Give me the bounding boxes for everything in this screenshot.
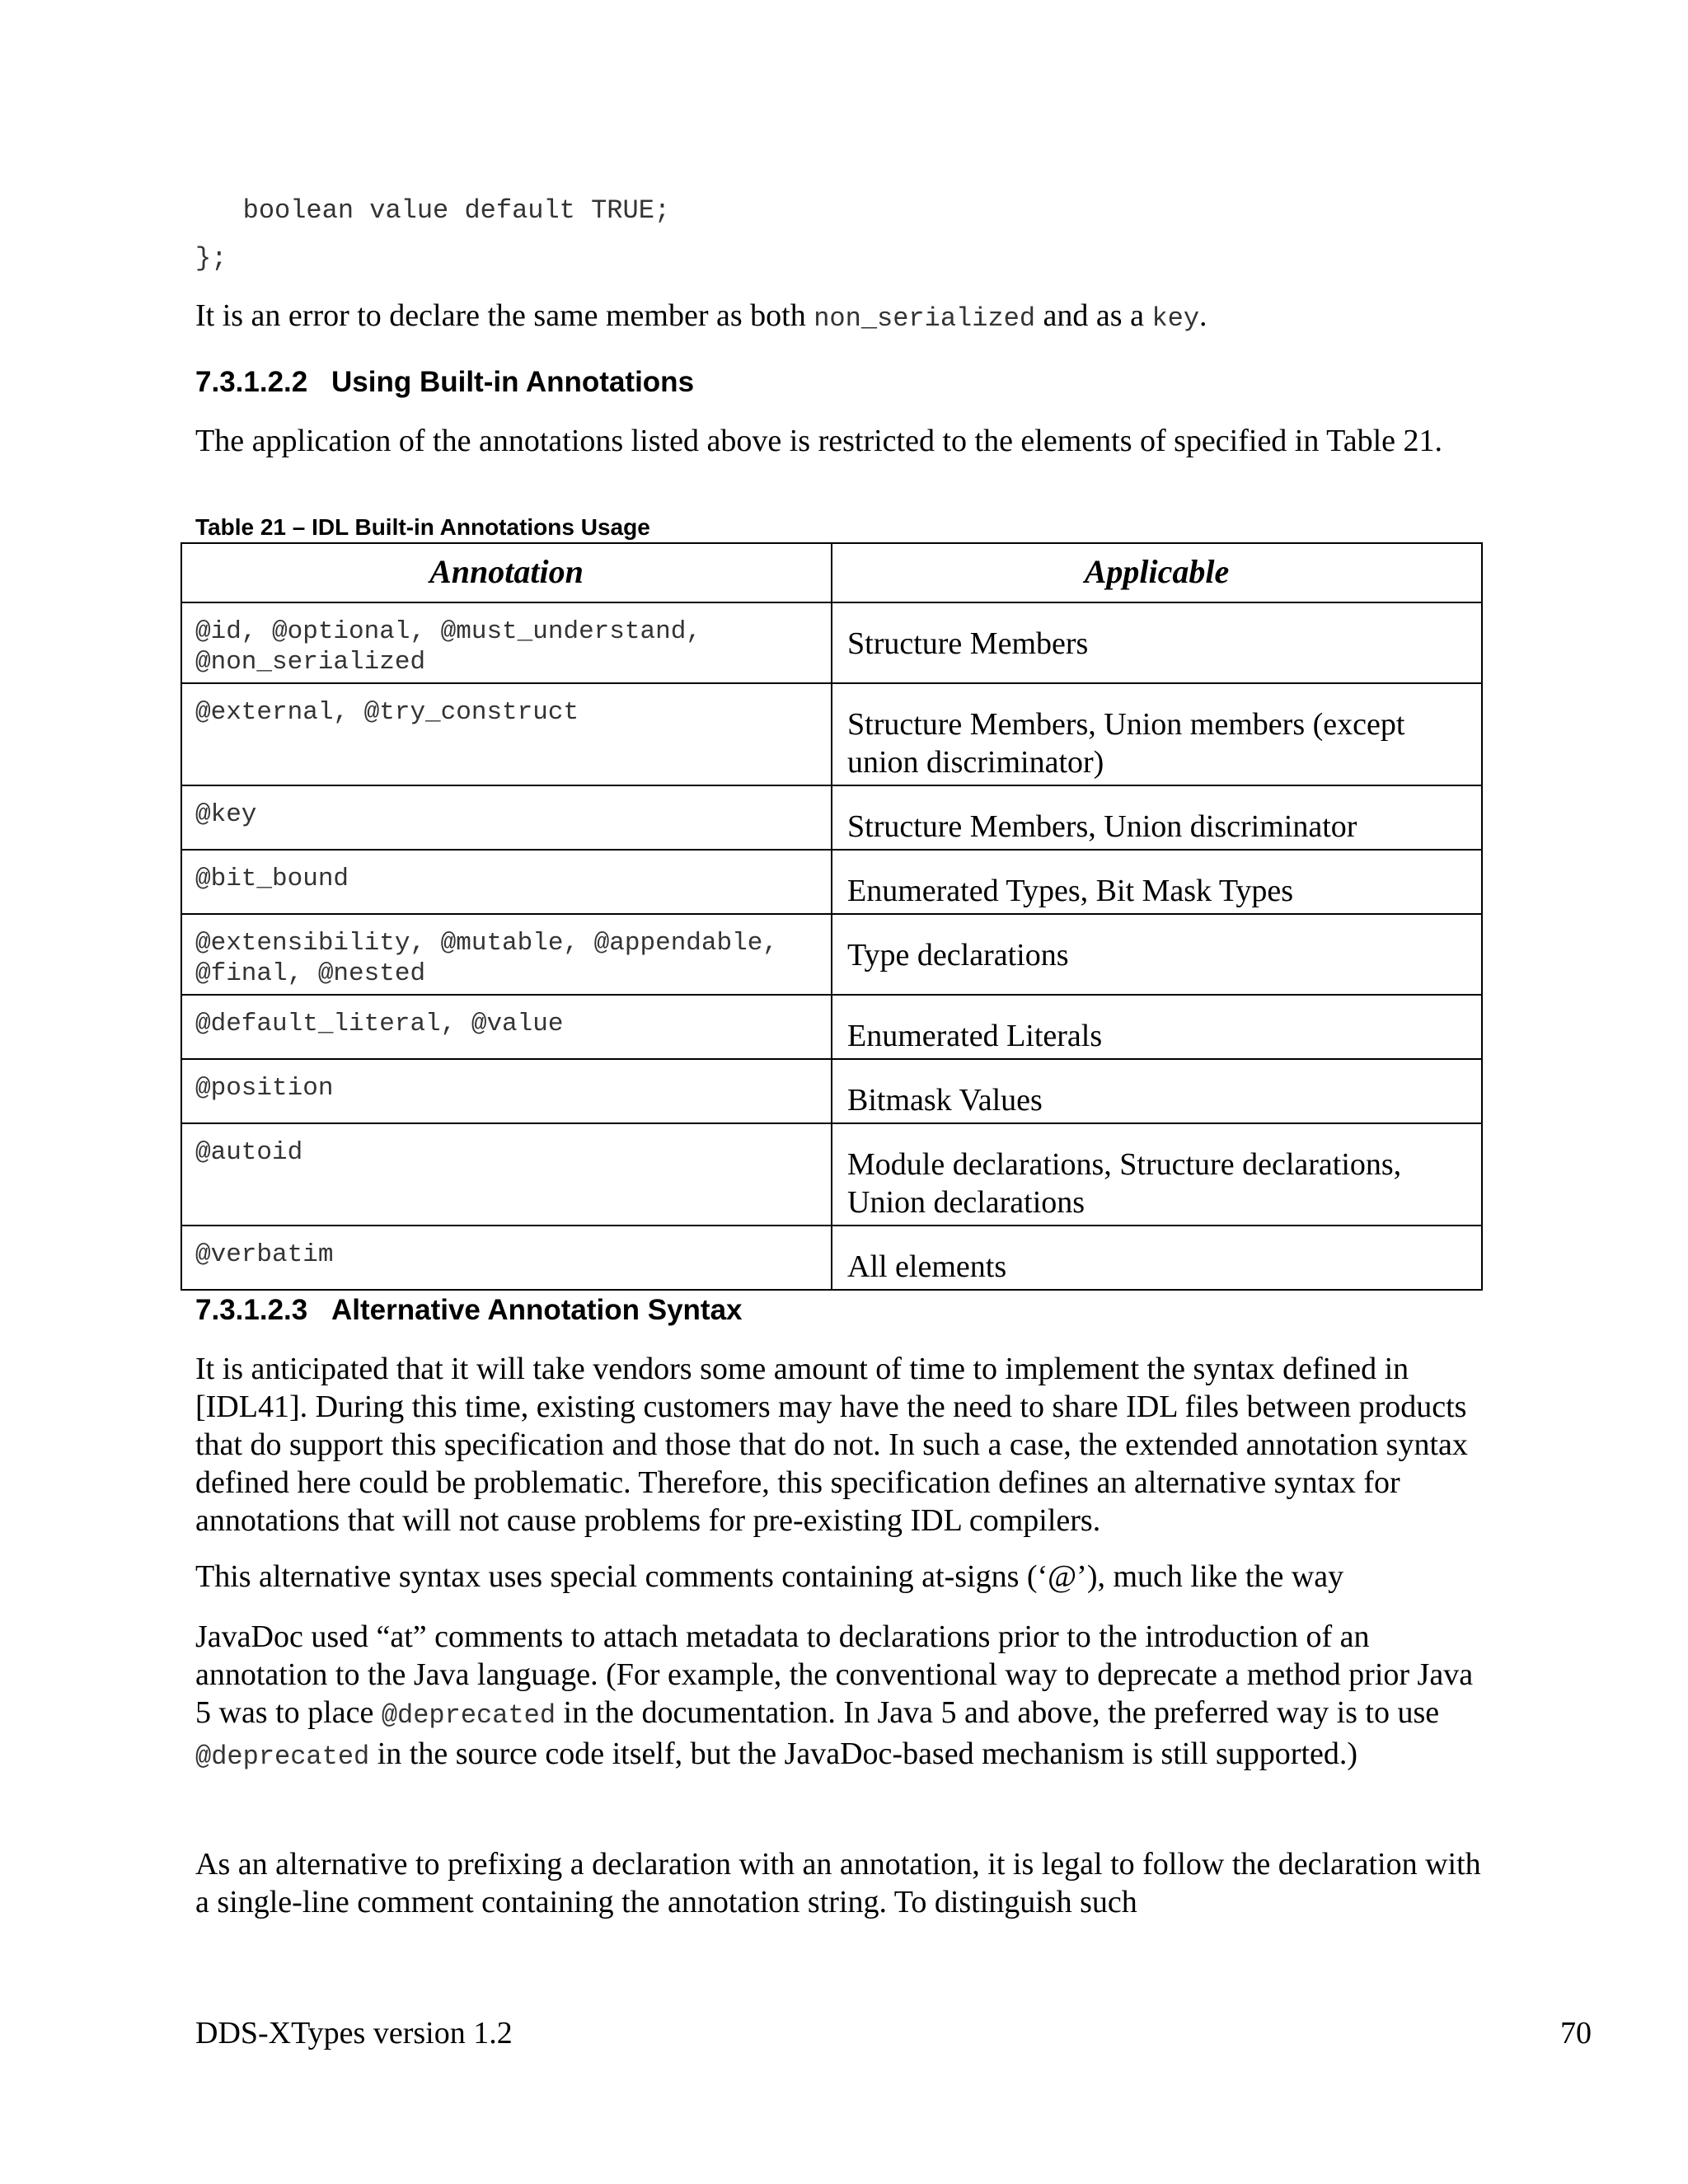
- footer-page-number: 70: [1560, 2016, 1592, 2050]
- table-row: [181, 914, 1482, 995]
- annotation-cell: @key: [181, 785, 832, 850]
- applicable-cell: Type declarations: [832, 914, 1482, 995]
- table-row: [181, 683, 1482, 785]
- table-row: [181, 785, 1482, 850]
- annotation-cell: @id, @optional, @must_understand, @non_serialized: [181, 602, 832, 683]
- annotation-cell: @autoid: [181, 1123, 832, 1226]
- annotation-cell: @external, @try_construct: [181, 683, 832, 785]
- applicable-cell: Enumerated Literals: [832, 995, 1482, 1059]
- paragraph-alternative-prefix: As an alternative to prefixing a declaration with an annotation, it is legal to follow the declaration with a single-line comment containing the annotation string. To distinguish such: [195, 1847, 1481, 1919]
- column-header-applicable: Applicable: [832, 543, 1482, 602]
- paragraph-javadoc: [195, 1618, 1481, 1776]
- column-header-annotation: Annotation: [181, 543, 832, 602]
- code-line-boolean-default: boolean value default TRUE;: [195, 195, 671, 226]
- table-row: [181, 1123, 1482, 1226]
- annotation-cell: @verbatim: [181, 1226, 832, 1290]
- annotation-cell: @extensibility, @mutable, @appendable, @final, @nested: [181, 914, 832, 995]
- code-line-closing-brace: };: [195, 243, 227, 274]
- section-heading-using-builtin-annotations: [195, 364, 694, 401]
- table-caption: Table 21 – IDL Built-in Annotations Usage: [195, 514, 650, 540]
- text-segment: in the documentation. In Java 5 and above, the preferred way is to use: [556, 1695, 1440, 1730]
- inline-code-non-serialized: non_serialized: [814, 303, 1036, 334]
- section-title: Alternative Annotation Syntax: [331, 1294, 743, 1326]
- annotation-cell: @bit_bound: [181, 850, 832, 914]
- annotation-cell: @position: [181, 1059, 832, 1123]
- text-segment: in the source code itself, but the JavaDoc-based mechanism is still supported.): [369, 1736, 1358, 1771]
- text-segment: .: [1199, 298, 1207, 333]
- inline-code-deprecated: @deprecated: [195, 1741, 370, 1772]
- table-header-row: [181, 543, 1482, 602]
- applicable-cell: Structure Members: [832, 602, 1482, 683]
- text-segment: It is an error to declare the same member as both: [195, 298, 814, 333]
- applicable-cell: Module declarations, Structure declarations, Union declarations: [832, 1123, 1482, 1226]
- applicable-cell: Bitmask Values: [832, 1059, 1482, 1123]
- inline-code-key: key: [1151, 303, 1200, 334]
- table-row: [181, 995, 1482, 1059]
- footer-document-version: DDS-XTypes version 1.2: [195, 2016, 513, 2050]
- inline-code-deprecated: @deprecated: [381, 1700, 556, 1731]
- text-segment: JavaDoc used “at” comments to attach metadata to declarations prior to the introduction of an annotation to the Java language. (For example, the conventional way to deprecate a method prior Java 5 was to place: [195, 1619, 1474, 1730]
- table-row: [181, 1059, 1482, 1123]
- paragraph-builtin-usage: The application of the annotations listed above is restricted to the elements of specified in Table 21.: [195, 424, 1443, 458]
- paragraph-alternative-syntax: This alternative syntax uses special comments containing at-signs (‘@’), much like the way: [195, 1559, 1344, 1594]
- table-row: [181, 1226, 1482, 1290]
- applicable-cell: Enumerated Types, Bit Mask Types: [832, 850, 1482, 914]
- table-row: [181, 602, 1482, 683]
- annotation-cell: @default_literal, @value: [181, 995, 832, 1059]
- table-row: [181, 850, 1482, 914]
- section-number: 7.3.1.2.3: [195, 1294, 308, 1326]
- section-title: Using Built-in Annotations: [331, 366, 695, 398]
- applicable-cell: Structure Members, Union discriminator: [832, 785, 1482, 850]
- annotations-usage-table: [181, 542, 1483, 1291]
- applicable-cell: All elements: [832, 1226, 1482, 1290]
- section-heading-alternative-syntax: [195, 1292, 743, 1329]
- text-segment: and as a: [1035, 298, 1152, 333]
- paragraph-error-rule: [195, 297, 1481, 338]
- applicable-cell: Structure Members, Union members (except union discriminator): [832, 683, 1482, 785]
- paragraph-anticipated: It is anticipated that it will take vendors some amount of time to implement the syntax defined in [IDL41]. During this time, existing customers may have the need to share IDL files between products that do support this specification and those that do not. In such a case, the extended annotation syntax defined here could be problematic. Therefore, this specification defines an alternative syntax for annotations that will not cause problems for pre-existing IDL compilers.: [195, 1352, 1468, 1538]
- section-number: 7.3.1.2.2: [195, 366, 308, 398]
